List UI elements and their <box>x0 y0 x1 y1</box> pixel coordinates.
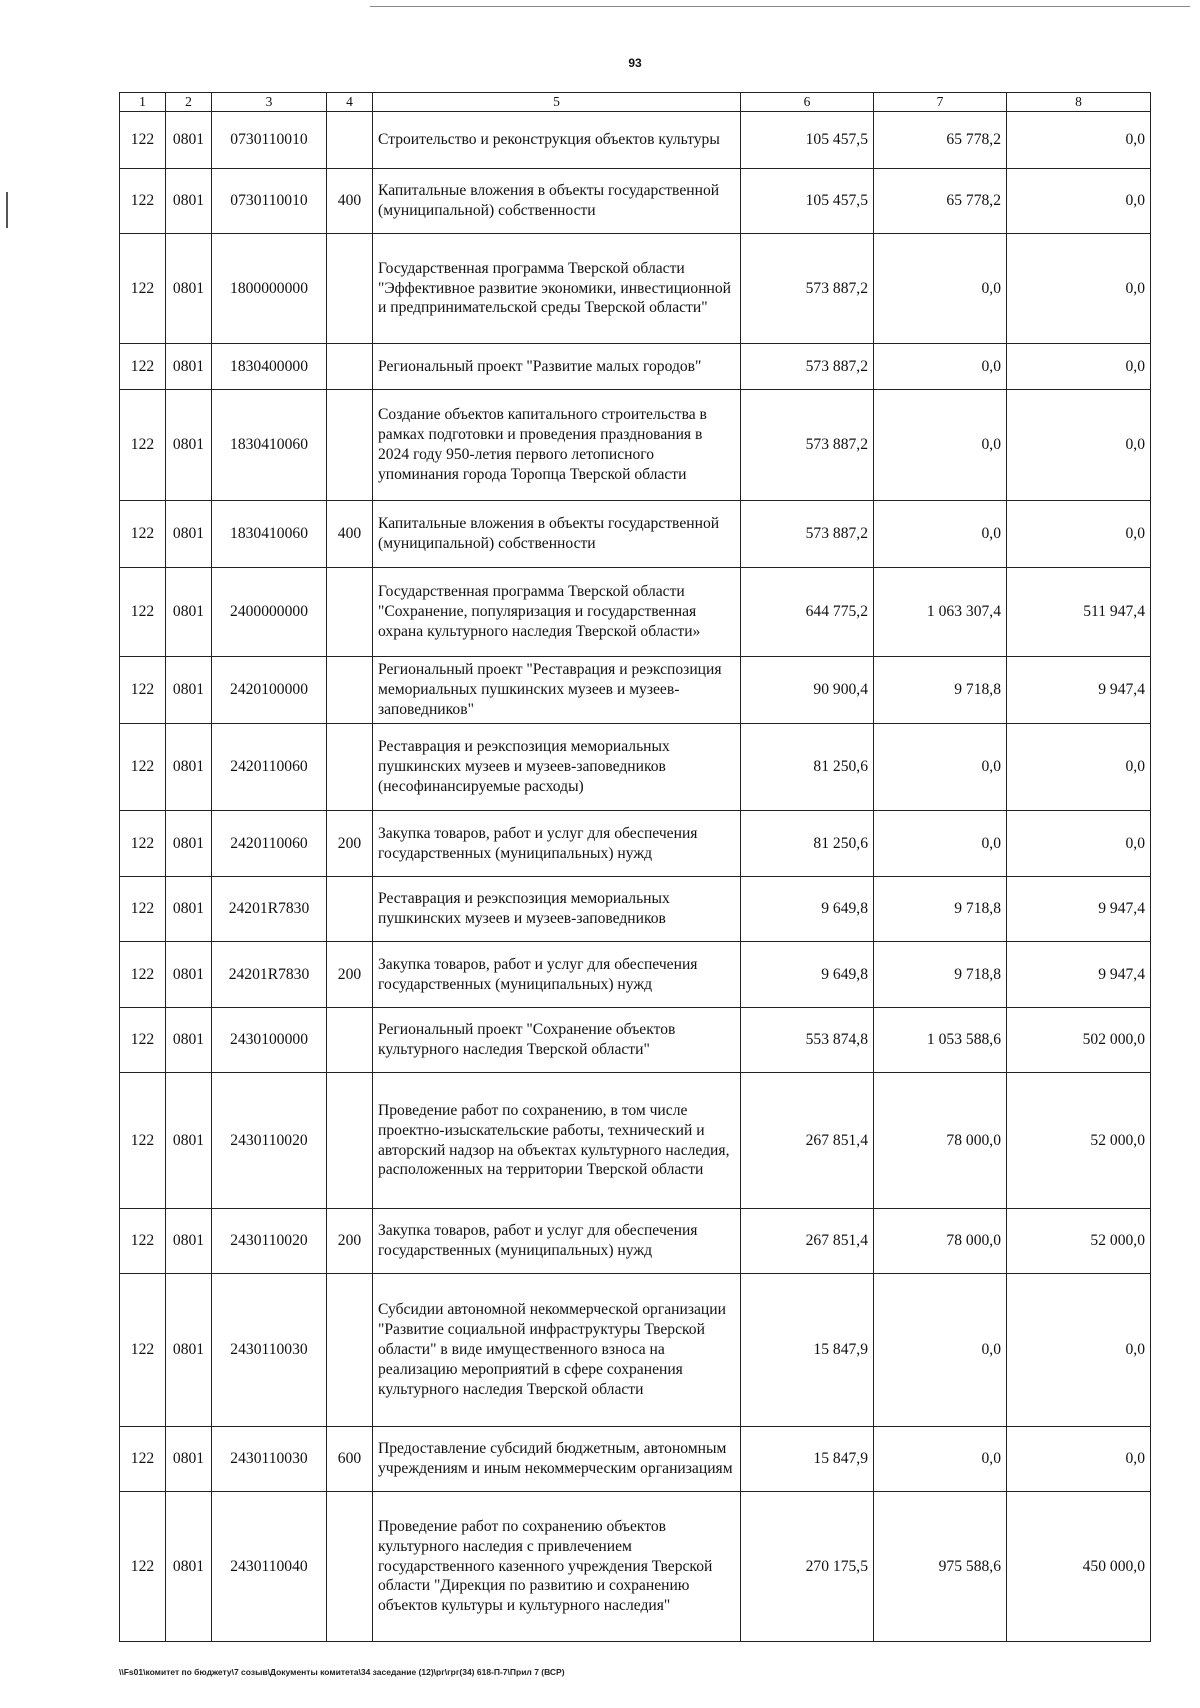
column-header: 5 <box>373 93 741 112</box>
amount-col7: 0,0 <box>874 1427 1007 1492</box>
target-article-code: 1830410060 <box>212 390 327 501</box>
expense-type-code <box>327 1274 373 1427</box>
section-code: 0801 <box>166 501 212 568</box>
table-row <box>120 1073 1151 1209</box>
amount-col6: 81 250,6 <box>741 724 874 811</box>
expense-type-code <box>327 112 373 169</box>
amount-col7: 0,0 <box>874 501 1007 568</box>
item-description: Закупка товаров, работ и услуг для обеспечения государственных (муниципальных) нужд <box>373 1209 741 1274</box>
amount-col8: 450 000,0 <box>1007 1492 1151 1642</box>
expense-type-code <box>327 234 373 344</box>
target-article-code: 2420110060 <box>212 724 327 811</box>
amount-col7: 9 718,8 <box>874 657 1007 724</box>
expense-type-code: 200 <box>327 811 373 877</box>
top-rule <box>370 6 1190 7</box>
expense-type-code <box>327 1492 373 1642</box>
amount-col7: 65 778,2 <box>874 169 1007 234</box>
amount-col7: 0,0 <box>874 234 1007 344</box>
section-code: 0801 <box>166 1008 212 1073</box>
item-description: Реставрация и реэкспозиция мемориальных пушкинских музеев и музеев-заповедников <box>373 877 741 942</box>
expense-type-code <box>327 568 373 657</box>
table-row <box>120 390 1151 501</box>
target-article-code: 2430110040 <box>212 1492 327 1642</box>
section-code: 0801 <box>166 112 212 169</box>
amount-col6: 15 847,9 <box>741 1427 874 1492</box>
column-header: 4 <box>327 93 373 112</box>
amount-col7: 0,0 <box>874 390 1007 501</box>
ministry-code: 122 <box>120 724 166 811</box>
amount-col8: 9 947,4 <box>1007 877 1151 942</box>
amount-col8: 52 000,0 <box>1007 1073 1151 1209</box>
amount-col7: 0,0 <box>874 811 1007 877</box>
expense-type-code <box>327 1073 373 1209</box>
expense-type-code <box>327 724 373 811</box>
ministry-code: 122 <box>120 1209 166 1274</box>
ministry-code: 122 <box>120 169 166 234</box>
footer-file-path: \\Fs01\комитет по бюджету\7 созыв\Документы комитета\34 заседание (12)\рг\грг(34) 618-П-7\Прил 7 (ВСР) <box>119 1667 565 1677</box>
amount-col6: 267 851,4 <box>741 1073 874 1209</box>
target-article-code: 1830410060 <box>212 501 327 568</box>
amount-col8: 0,0 <box>1007 234 1151 344</box>
target-article-code: 2420110060 <box>212 811 327 877</box>
amount-col6: 90 900,4 <box>741 657 874 724</box>
target-article-code: 2400000000 <box>212 568 327 657</box>
item-description: Предоставление субсидий бюджетным, автономным учреждениям и иным некоммерческим организациям <box>373 1427 741 1492</box>
table-row <box>120 942 1151 1008</box>
item-description: Региональный проект "Реставрация и реэкспозиция мемориальных пушкинских музеев и музеев-заповедников" <box>373 657 741 724</box>
ministry-code: 122 <box>120 811 166 877</box>
table-row <box>120 724 1151 811</box>
ministry-code: 122 <box>120 1492 166 1642</box>
column-number-header <box>120 93 1151 112</box>
section-code: 0801 <box>166 234 212 344</box>
item-description: Региональный проект "Сохранение объектов культурного наследия Тверской области" <box>373 1008 741 1073</box>
amount-col8: 0,0 <box>1007 724 1151 811</box>
section-code: 0801 <box>166 1427 212 1492</box>
expense-type-code: 200 <box>327 942 373 1008</box>
amount-col8: 0,0 <box>1007 390 1151 501</box>
amount-col7: 65 778,2 <box>874 112 1007 169</box>
column-header: 6 <box>741 93 874 112</box>
target-article-code: 2430110030 <box>212 1427 327 1492</box>
amount-col7: 1 053 588,6 <box>874 1008 1007 1073</box>
table-row <box>120 1427 1151 1492</box>
amount-col7: 78 000,0 <box>874 1073 1007 1209</box>
amount-col6: 644 775,2 <box>741 568 874 657</box>
table-row <box>120 112 1151 169</box>
amount-col6: 553 874,8 <box>741 1008 874 1073</box>
section-code: 0801 <box>166 724 212 811</box>
amount-col6: 81 250,6 <box>741 811 874 877</box>
amount-col6: 573 887,2 <box>741 234 874 344</box>
ministry-code: 122 <box>120 568 166 657</box>
amount-col7: 0,0 <box>874 344 1007 390</box>
column-header: 2 <box>166 93 212 112</box>
amount-col7: 78 000,0 <box>874 1209 1007 1274</box>
ministry-code: 122 <box>120 501 166 568</box>
ministry-code: 122 <box>120 112 166 169</box>
ministry-code: 122 <box>120 1427 166 1492</box>
column-header: 3 <box>212 93 327 112</box>
ministry-code: 122 <box>120 657 166 724</box>
expense-type-code <box>327 390 373 501</box>
budget-table <box>119 92 1151 1642</box>
ministry-code: 122 <box>120 1008 166 1073</box>
table-row <box>120 1008 1151 1073</box>
item-description: Региональный проект "Развитие малых городов" <box>373 344 741 390</box>
table-row <box>120 344 1151 390</box>
item-description: Закупка товаров, работ и услуг для обеспечения государственных (муниципальных) нужд <box>373 811 741 877</box>
table-row <box>120 1492 1151 1642</box>
amount-col6: 573 887,2 <box>741 344 874 390</box>
amount-col8: 52 000,0 <box>1007 1209 1151 1274</box>
target-article-code: 0730110010 <box>212 169 327 234</box>
amount-col6: 573 887,2 <box>741 390 874 501</box>
amount-col6: 267 851,4 <box>741 1209 874 1274</box>
target-article-code: 0730110010 <box>212 112 327 169</box>
section-code: 0801 <box>166 169 212 234</box>
item-description: Капитальные вложения в объекты государственной (муниципальной) собственности <box>373 169 741 234</box>
section-code: 0801 <box>166 811 212 877</box>
expense-type-code: 600 <box>327 1427 373 1492</box>
amount-col8: 9 947,4 <box>1007 942 1151 1008</box>
amount-col8: 0,0 <box>1007 112 1151 169</box>
amount-col7: 9 718,8 <box>874 877 1007 942</box>
ministry-code: 122 <box>120 390 166 501</box>
section-code: 0801 <box>166 1209 212 1274</box>
expense-type-code <box>327 1008 373 1073</box>
amount-col7: 975 588,6 <box>874 1492 1007 1642</box>
expense-type-code: 400 <box>327 169 373 234</box>
amount-col6: 105 457,5 <box>741 169 874 234</box>
amount-col8: 0,0 <box>1007 169 1151 234</box>
section-code: 0801 <box>166 877 212 942</box>
amount-col8: 0,0 <box>1007 811 1151 877</box>
target-article-code: 24201R7830 <box>212 877 327 942</box>
target-article-code: 1800000000 <box>212 234 327 344</box>
amount-col7: 1 063 307,4 <box>874 568 1007 657</box>
table-row <box>120 568 1151 657</box>
item-description: Государственная программа Тверской области "Эффективное развитие экономики, инвестиционной и предпринимательской среды Тверской области" <box>373 234 741 344</box>
item-description: Создание объектов капитального строительства в рамках подготовки и проведения празднования в 2024 году 950-летия первого летописного упоминания города Торопца Тверской области <box>373 390 741 501</box>
expense-type-code: 200 <box>327 1209 373 1274</box>
amount-col6: 270 175,5 <box>741 1492 874 1642</box>
ministry-code: 122 <box>120 344 166 390</box>
ministry-code: 122 <box>120 234 166 344</box>
section-code: 0801 <box>166 344 212 390</box>
budget-table-wrapper <box>119 92 1151 1642</box>
expense-type-code: 400 <box>327 501 373 568</box>
amount-col8: 0,0 <box>1007 501 1151 568</box>
ministry-code: 122 <box>120 1073 166 1209</box>
table-row <box>120 169 1151 234</box>
section-code: 0801 <box>166 1492 212 1642</box>
ministry-code: 122 <box>120 942 166 1008</box>
item-description: Проведение работ по сохранению объектов культурного наследия с привлечением государственного казенного учреждения Тверской области "Дирекция по развитию и сохранению объектов культуры и культурного наследия" <box>373 1492 741 1642</box>
item-description: Проведение работ по сохранению, в том числе проектно-изыскательские работы, технический и авторский надзор на объектах культурного наследия, расположенных на территории Тверской области <box>373 1073 741 1209</box>
section-code: 0801 <box>166 657 212 724</box>
item-description: Строительство и реконструкция объектов культуры <box>373 112 741 169</box>
amount-col8: 0,0 <box>1007 1274 1151 1427</box>
item-description: Реставрация и реэкспозиция мемориальных пушкинских музеев и музеев-заповедников (несофинансируемые расходы) <box>373 724 741 811</box>
amount-col7: 0,0 <box>874 1274 1007 1427</box>
target-article-code: 2430110020 <box>212 1209 327 1274</box>
section-code: 0801 <box>166 942 212 1008</box>
target-article-code: 2430100000 <box>212 1008 327 1073</box>
item-description: Субсидии автономной некоммерческой организации "Развитие социальной инфраструктуры Тверской области" в виде имущественного взноса на реализацию мероприятий в сфере сохранения культурного наследия Тверской области <box>373 1274 741 1427</box>
section-code: 0801 <box>166 568 212 657</box>
table-row <box>120 657 1151 724</box>
page-number: 93 <box>628 56 642 70</box>
amount-col7: 9 718,8 <box>874 942 1007 1008</box>
section-code: 0801 <box>166 1274 212 1427</box>
table-row <box>120 234 1151 344</box>
target-article-code: 24201R7830 <box>212 942 327 1008</box>
ministry-code: 122 <box>120 877 166 942</box>
amount-col7: 0,0 <box>874 724 1007 811</box>
table-row <box>120 501 1151 568</box>
amount-col8: 511 947,4 <box>1007 568 1151 657</box>
target-article-code: 2430110030 <box>212 1274 327 1427</box>
column-header: 7 <box>874 93 1007 112</box>
section-code: 0801 <box>166 1073 212 1209</box>
amount-col6: 9 649,8 <box>741 877 874 942</box>
column-header: 1 <box>120 93 166 112</box>
section-code: 0801 <box>166 390 212 501</box>
amount-col8: 502 000,0 <box>1007 1008 1151 1073</box>
column-header: 8 <box>1007 93 1151 112</box>
scan-mark <box>6 192 8 228</box>
target-article-code: 2420100000 <box>212 657 327 724</box>
target-article-code: 1830400000 <box>212 344 327 390</box>
expense-type-code <box>327 344 373 390</box>
amount-col6: 9 649,8 <box>741 942 874 1008</box>
table-row <box>120 877 1151 942</box>
target-article-code: 2430110020 <box>212 1073 327 1209</box>
ministry-code: 122 <box>120 1274 166 1427</box>
item-description: Капитальные вложения в объекты государственной (муниципальной) собственности <box>373 501 741 568</box>
expense-type-code <box>327 657 373 724</box>
amount-col8: 0,0 <box>1007 344 1151 390</box>
table-row <box>120 811 1151 877</box>
amount-col8: 9 947,4 <box>1007 657 1151 724</box>
table-row <box>120 1209 1151 1274</box>
amount-col6: 105 457,5 <box>741 112 874 169</box>
amount-col6: 573 887,2 <box>741 501 874 568</box>
item-description: Закупка товаров, работ и услуг для обеспечения государственных (муниципальных) нужд <box>373 942 741 1008</box>
amount-col6: 15 847,9 <box>741 1274 874 1427</box>
expense-type-code <box>327 877 373 942</box>
amount-col8: 0,0 <box>1007 1427 1151 1492</box>
table-row <box>120 1274 1151 1427</box>
item-description: Государственная программа Тверской области "Сохранение, популяризация и государственная охрана культурного наследия Тверской области» <box>373 568 741 657</box>
